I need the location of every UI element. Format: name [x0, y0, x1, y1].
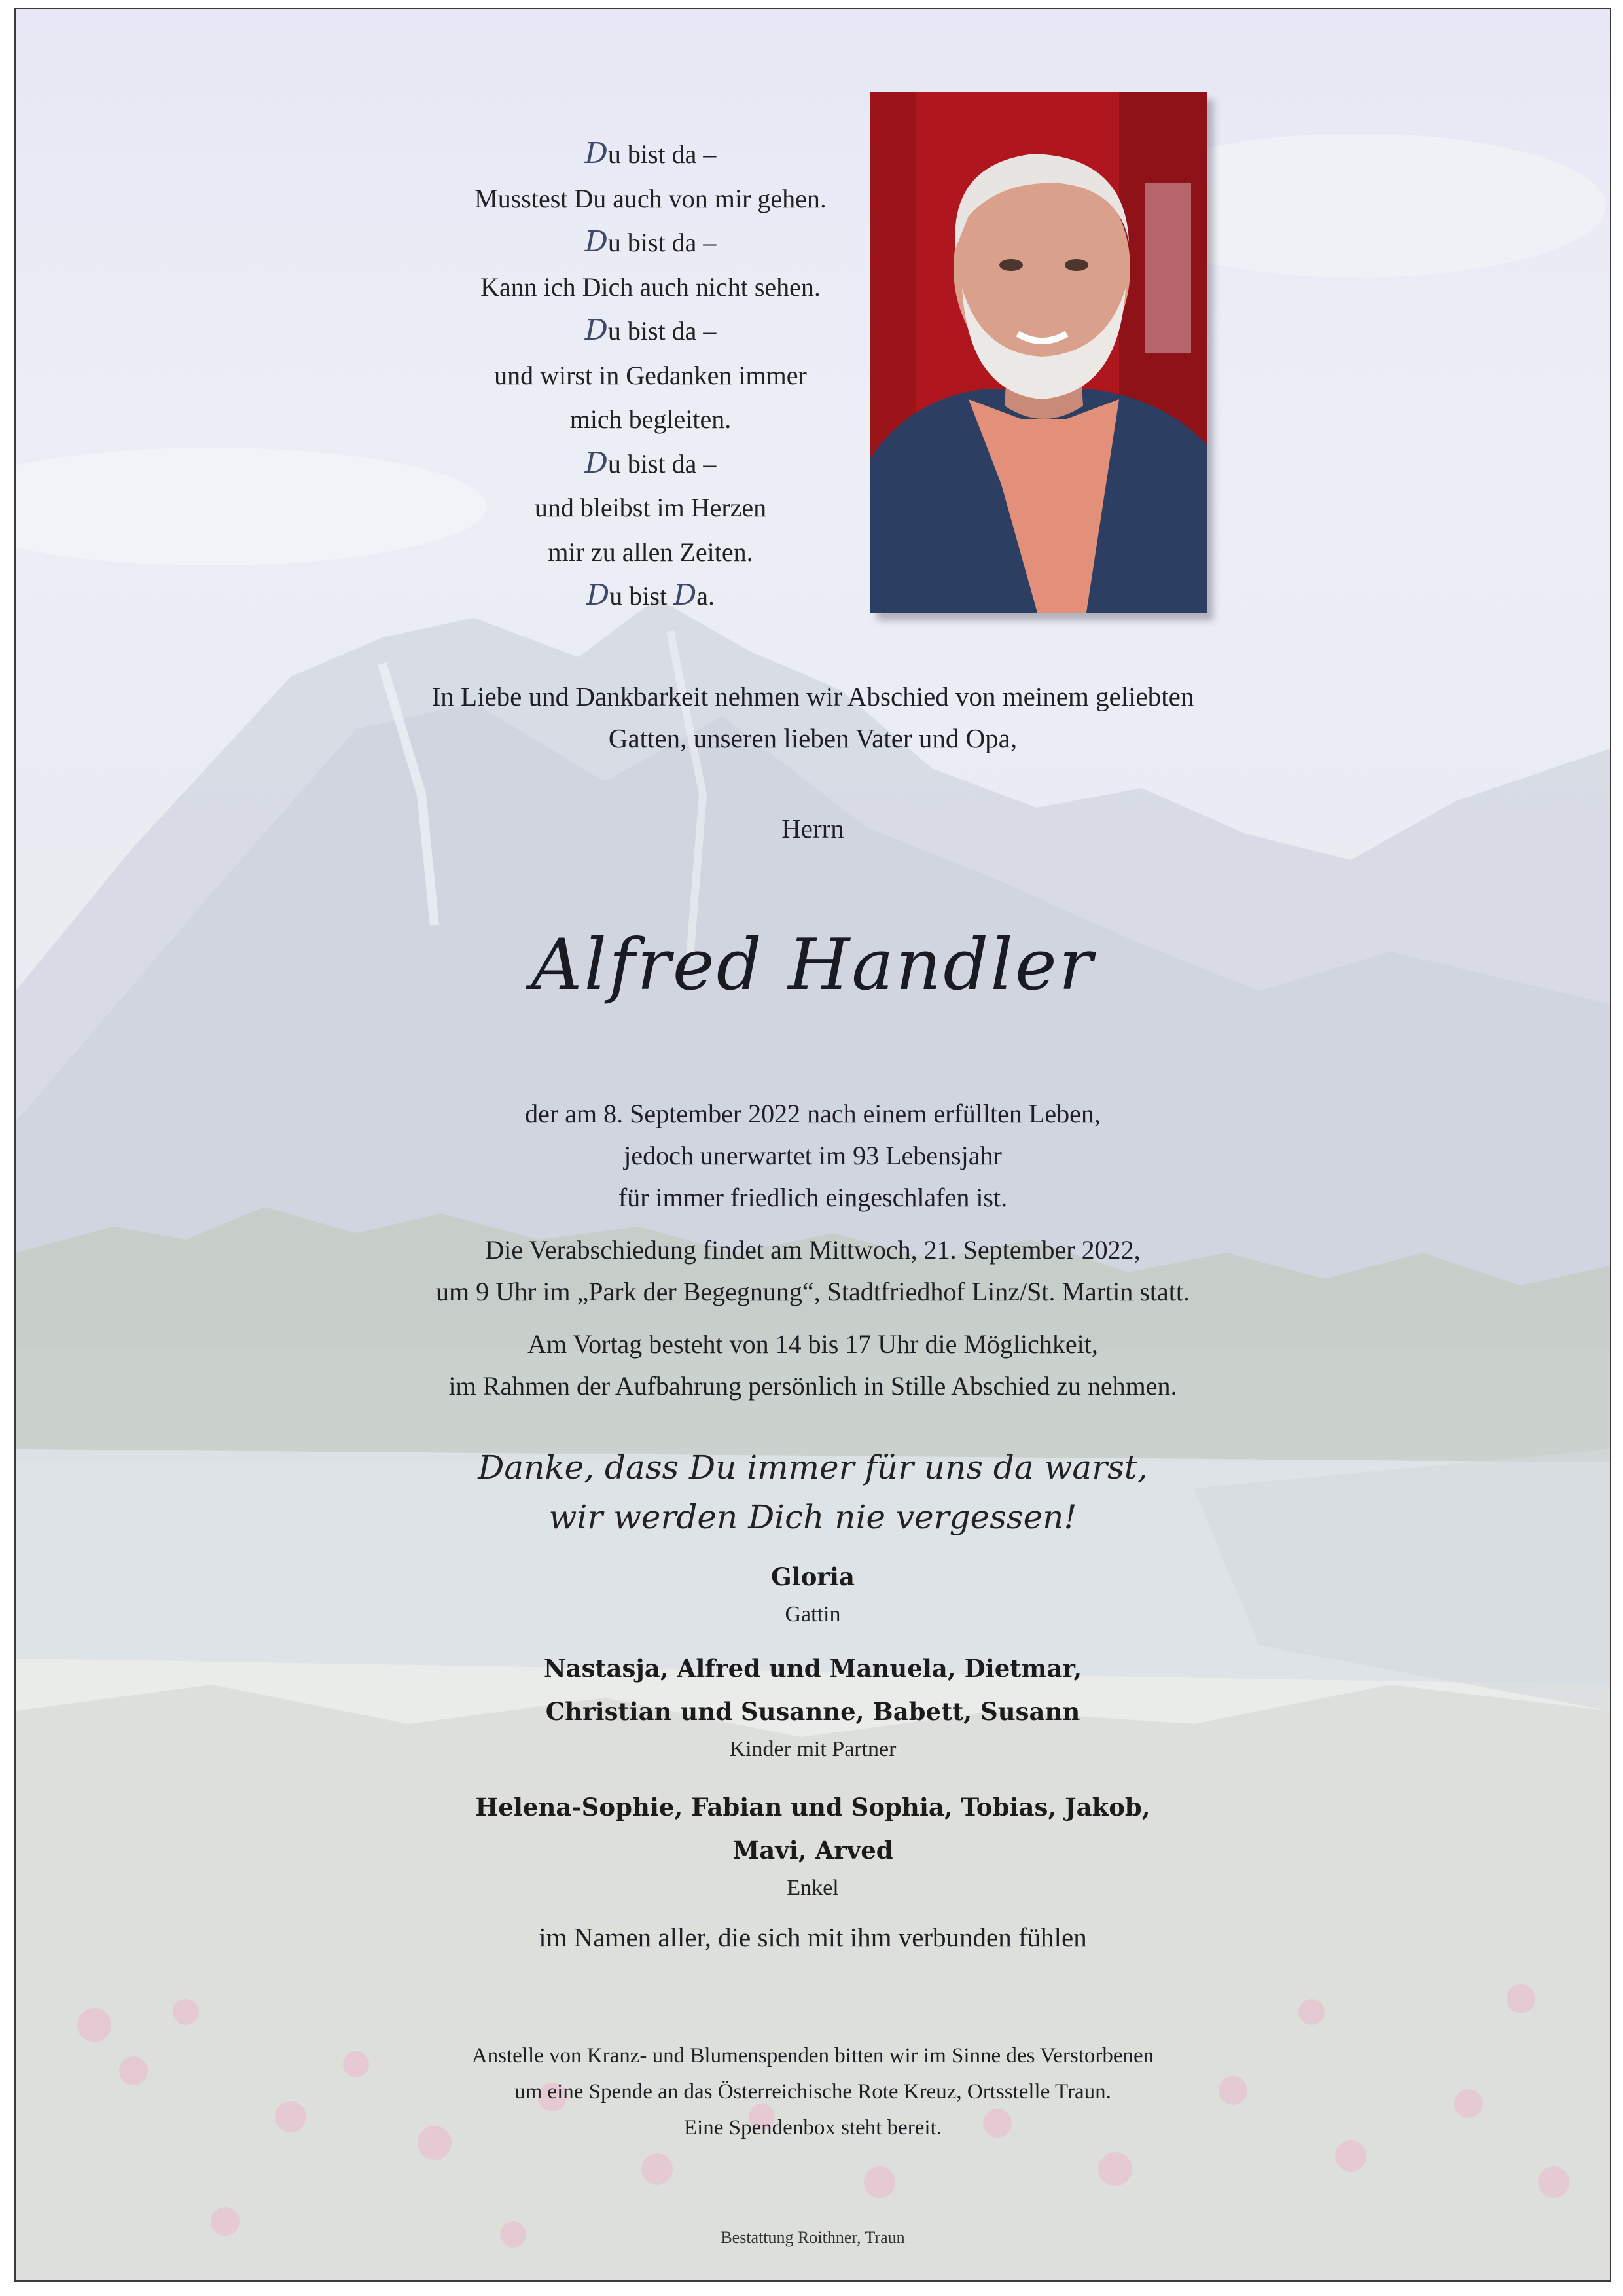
obituary-page: [14, 8, 1611, 2282]
thanks-line: wir werden Dich nie vergessen!: [548, 1498, 1077, 1536]
portrait-photo: [870, 92, 1207, 613]
mourner-group-spouse: [16, 1555, 1610, 1631]
intro-line: Gatten, unseren lieben Vater und Opa,: [608, 723, 1018, 753]
poem-line: [356, 486, 945, 530]
poem-text: und wirst in Gedanken immer: [494, 360, 807, 390]
poem-text: mich begleiten.: [569, 404, 732, 434]
poem-initial: D: [584, 225, 608, 259]
intro-text: [16, 675, 1610, 759]
intro-line: In Liebe und Dankbarkeit nehmen wir Abschied von meinem geliebten: [431, 681, 1194, 711]
details-line: Die Verabschiedung findet am Mittwoch, 21. September 2022,: [485, 1235, 1141, 1265]
salutation: Herrn: [781, 814, 844, 844]
poem-line: [356, 353, 945, 398]
donation-line: Anstelle von Kranz- und Blumenspenden bitten wir im Sinne des Verstorbenen: [471, 2044, 1154, 2068]
poem-line: [356, 309, 945, 353]
details-line: Am Vortag besteht von 14 bis 17 Uhr die Möglichkeit,: [527, 1329, 1098, 1359]
poem-text: und bleibst im Herzen: [534, 493, 767, 522]
poem-initial: D: [586, 579, 610, 612]
poem-initial: D: [584, 446, 608, 480]
details-line: jedoch unerwartet im 93 Lebensjahr: [624, 1141, 1002, 1170]
community-line: im Namen aller, die sich mit ihm verbunden fühlen: [539, 1922, 1087, 1952]
poem-initial: D: [584, 137, 608, 170]
deceased-name: Alfred Handler: [531, 924, 1095, 1006]
poem-line: [356, 265, 945, 310]
details-line: im Rahmen der Aufbahrung persönlich in Stille Abschied zu nehmen.: [448, 1371, 1177, 1401]
mourner-names: Gloria: [771, 1562, 855, 1591]
poem-last-line: [356, 574, 945, 619]
poem-text: u bist da –: [607, 228, 717, 257]
poem-text: mir zu allen Zeiten.: [548, 537, 753, 567]
mourner-group-children: [16, 1647, 1610, 1766]
poem-line: [356, 442, 945, 486]
poem-text: u bist da –: [607, 316, 717, 346]
mourner-names: Helena-Sophie, Fabian und Sophia, Tobias, Jakob,: [475, 1793, 1150, 1821]
mourner-relation: Kinder mit Partner: [729, 1737, 897, 1761]
poem-text: u bist da –: [607, 448, 717, 478]
portrait-illustration: [870, 92, 1207, 613]
poem-initial: D: [673, 579, 697, 612]
poem-text: Musstest Du auch von mir gehen.: [474, 183, 827, 213]
donation-line: um eine Spende an das Österreichische Rote Kreuz, Ortsstelle Traun.: [514, 2080, 1111, 2104]
poem-text: a.: [696, 581, 715, 611]
mourner-names: Nastasja, Alfred und Manuela, Dietmar,: [543, 1654, 1082, 1683]
service-details: [16, 1093, 1610, 1407]
poem-line: [356, 132, 945, 177]
details-line: für immer friedlich eingeschlafen ist.: [618, 1183, 1008, 1212]
mourner-relation: Gattin: [785, 1602, 841, 1626]
mourner-relation: Enkel: [787, 1876, 839, 1900]
poem-text: u bist: [609, 581, 674, 611]
poem-line: [356, 221, 945, 265]
details-line: um 9 Uhr im „Park der Begegnung“, Stadtfriedhof Linz/St. Martin statt.: [436, 1277, 1190, 1306]
poem-line: [356, 397, 945, 442]
poem: [356, 132, 945, 619]
thanks-message: [16, 1443, 1610, 1542]
poem-text: u bist da –: [607, 139, 717, 169]
poem-initial: D: [584, 314, 608, 347]
thanks-line: Danke, dass Du immer für uns da warst,: [478, 1448, 1148, 1486]
donation-request: [16, 2038, 1610, 2146]
poem-line: [356, 530, 945, 575]
donation-line: Eine Spendenbox steht bereit.: [683, 2116, 942, 2140]
mourner-group-grandchildren: [16, 1785, 1610, 1905]
mourner-names: Christian und Susanne, Babett, Susann: [545, 1697, 1080, 1726]
funeral-home-credit: Bestattung Roithner, Traun: [721, 2228, 905, 2247]
poem-line: [356, 177, 945, 221]
mourner-names: Mavi, Arved: [732, 1836, 893, 1865]
poem-text: Kann ich Dich auch nicht sehen.: [480, 272, 821, 302]
details-line: der am 8. September 2022 nach einem erfüllten Leben,: [525, 1099, 1101, 1128]
